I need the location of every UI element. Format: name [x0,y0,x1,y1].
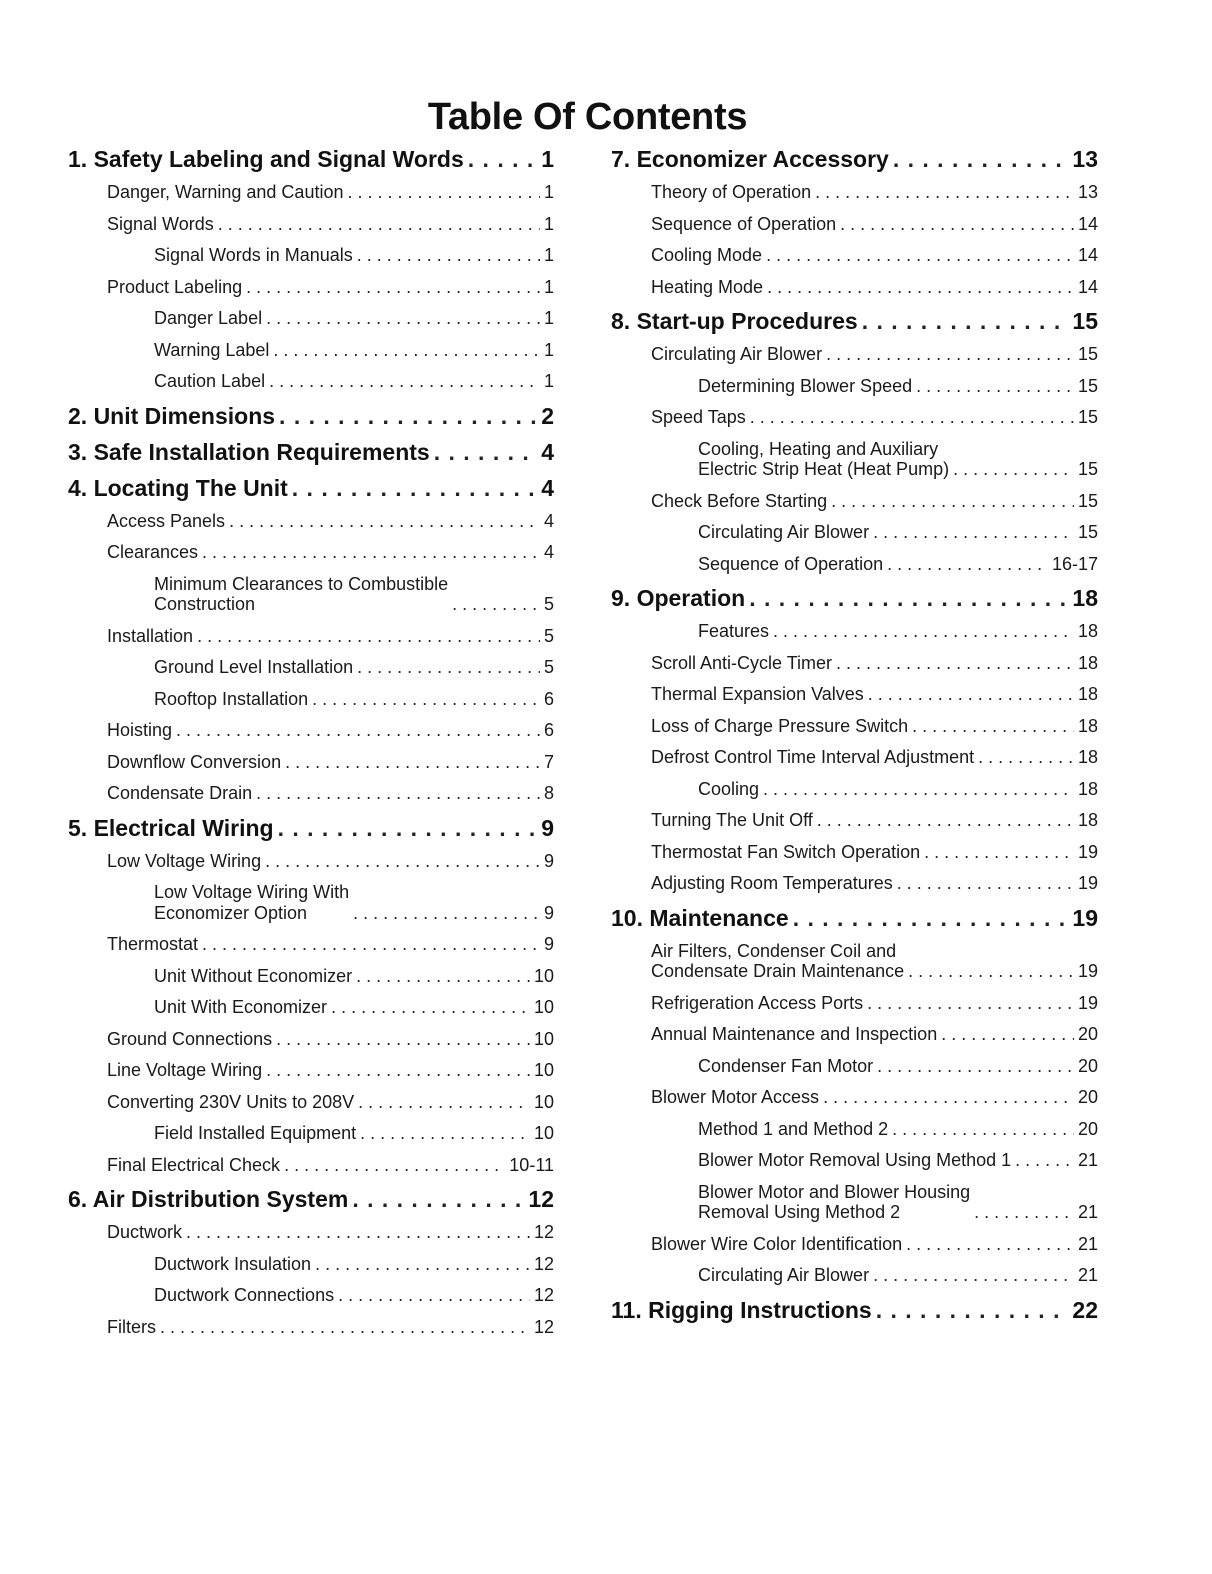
toc-page-number: 15 [1077,407,1098,427]
toc-entry-title: Installation [107,625,194,646]
toc-entry [611,1018,1098,1050]
toc-dot-leader [312,689,540,710]
toc-page-number: 20 [1077,1118,1098,1139]
toc-entry [68,620,554,652]
toc-page-number: 10-11 [509,1154,554,1175]
toc-page-number: 10 [533,1123,554,1143]
toc-entry-title: Condensate Drain [107,783,253,803]
toc-dot-leader [202,542,540,563]
toc-page-number: 12 [533,1316,554,1337]
toc-entry-title: Cooling [698,778,760,799]
toc-page-number: 18 [1077,810,1098,830]
toc-entry [68,239,554,271]
toc-dot-leader [468,145,537,173]
toc-dot-leader [817,810,1074,831]
toc-entry-title: Clearances [107,542,199,562]
toc-page-number: 18 [1077,747,1098,767]
toc-entry [611,804,1098,836]
toc-page-number: 7 [543,751,554,772]
toc-entry [68,1149,554,1181]
toc-page-number: 12 [533,1253,554,1274]
toc-page-number: 1 [543,182,554,202]
toc-entry [611,1228,1098,1260]
toc-page-number: 5 [543,625,554,646]
toc-entry [611,239,1098,271]
toc-dot-leader [292,474,537,502]
toc-page-number: 6 [543,688,554,709]
toc-page-number: 4 [541,438,554,465]
toc-page-number: 1 [543,276,554,297]
toc-entry [68,928,554,960]
toc-entry-title: Final Electrical Check [107,1154,281,1175]
toc-dot-leader [353,903,540,924]
toc-page-number: 21 [1077,1150,1098,1170]
toc-page-number: 8 [543,783,554,803]
toc-dot-leader [916,376,1074,397]
toc-page-number: 19 [1077,961,1098,981]
toc-entry-title: Turning The Unit Off [651,810,813,830]
toc-dot-leader [924,842,1074,863]
toc-page-number: 15 [1077,375,1098,396]
toc-entry-title: Warning Label [154,339,270,360]
toc-entry-title: Low Voltage Wiring With Economizer Option [154,882,350,923]
toc-entry-title: Product Labeling [107,276,243,297]
toc-entry-title: Adjusting Room Temperatures [651,873,893,893]
toc-page-number: 5 [543,657,554,677]
toc-page-number: 6 [543,720,554,740]
toc-dot-leader [876,1296,1069,1324]
toc-dot-leader [873,1265,1074,1286]
toc-entry-title: Circulating Air Blower [698,522,870,542]
toc-entry [611,485,1098,517]
toc-page-number: 12 [533,1285,554,1305]
toc-entry [611,271,1098,303]
toc-section-heading [611,140,1098,176]
toc-dot-leader [273,340,540,361]
toc-entry [611,1176,1098,1228]
toc-entry [611,867,1098,899]
toc-entry [611,1259,1098,1291]
toc-entry [68,1023,554,1055]
toc-page-number: 1 [543,245,554,265]
toc-entry-title: 3. Safe Installation Requirements [68,438,430,465]
toc-page-number: 9 [543,850,554,871]
toc-dot-leader [229,511,540,532]
toc-entry [68,1054,554,1086]
toc-page-number: 19 [1077,992,1098,1013]
toc-dot-leader [266,308,540,329]
toc-entry [611,176,1098,208]
toc-page-number: 1 [543,339,554,360]
toc-entry-title: Sequence of Operation [698,553,884,574]
toc-dot-leader [269,371,540,392]
toc-dot-leader [278,814,538,842]
toc-dot-leader [906,1234,1074,1255]
toc-page-number: 10 [533,997,554,1017]
toc-entry [611,615,1098,647]
toc-page-number: 10 [533,1060,554,1080]
toc-entry-title: Converting 230V Units to 208V [107,1091,355,1112]
toc-section-heading [68,433,554,469]
toc-dot-leader [897,873,1074,894]
toc-page-number: 10 [533,965,554,986]
toc-entry [611,678,1098,710]
toc-dot-leader [867,993,1074,1014]
toc-dot-leader [826,344,1074,365]
toc-entry [68,271,554,303]
toc-entry [611,1050,1098,1082]
toc-entry [611,935,1098,987]
toc-right-column [611,140,1098,1327]
toc-dot-leader [352,1185,524,1213]
toc-entry [68,302,554,334]
toc-section-heading [611,579,1098,615]
toc-entry [68,777,554,809]
toc-dot-leader [176,720,540,741]
toc-entry-title: Minimum Clearances to Combustible Construction [154,573,449,614]
toc-dot-leader [356,966,530,987]
toc-page-number: 22 [1072,1296,1098,1323]
toc-dot-leader [279,402,537,430]
toc-entry-title: Blower Motor Removal Using Method 1 [698,1150,1012,1170]
page-title: Table Of Contents [427,96,748,138]
toc-dot-leader [873,522,1074,543]
toc-entry-title: Ductwork Connections [154,1285,335,1305]
toc-dot-leader [347,182,540,203]
toc-dot-leader [831,491,1074,512]
toc-page-number: 13 [1077,182,1098,202]
toc-entry-title: Caution Label [154,371,266,391]
toc-entry [68,714,554,746]
toc-entry [68,683,554,715]
toc-entry-title: 2. Unit Dimensions [68,402,276,429]
toc-entry [611,1081,1098,1113]
toc-entry [68,1216,554,1248]
toc-page-number: 19 [1077,841,1098,862]
toc-entry-title: Downflow Conversion [107,751,282,772]
toc-dot-leader [840,214,1074,235]
toc-entry [68,505,554,537]
toc-page-number: 2 [541,402,554,429]
toc-entry-title: 7. Economizer Accessory [611,146,889,172]
toc-entry-title: Scroll Anti-Cycle Timer [651,652,833,673]
toc-page-number: 4 [543,542,554,562]
toc-section-heading [68,809,554,845]
toc-page-number: 9 [543,902,554,923]
toc-page-number: 19 [1077,873,1098,893]
toc-dot-leader [815,182,1074,203]
toc-entry-title: Features [698,621,770,641]
toc-dot-leader [285,752,540,773]
toc-entry-title: Line Voltage Wiring [107,1060,263,1080]
toc-entry [611,836,1098,868]
toc-dot-leader [452,594,540,615]
toc-dot-leader [246,277,540,298]
toc-entry-title: Field Installed Equipment [154,1123,357,1143]
toc-dot-leader [218,214,540,235]
toc-entry [68,845,554,877]
toc-entry [611,987,1098,1019]
toc-entry [611,516,1098,548]
toc-dot-leader [360,1123,530,1144]
toc-entry-title: Danger Label [154,308,263,328]
toc-page-number: 20 [1077,1087,1098,1107]
toc-entry-title: Ground Connections [107,1028,273,1049]
toc-page-number: 1 [543,371,554,391]
toc-entry-title: Method 1 and Method 2 [698,1118,889,1139]
toc-dot-leader [1015,1150,1074,1171]
toc-entry-title: Signal Words [107,213,214,234]
toc-page-number: 18 [1077,684,1098,704]
toc-dot-leader [284,1155,505,1176]
toc-dot-leader [434,438,537,466]
toc-entry-title: Thermostat [107,934,199,954]
toc-page-number: 18 [1077,652,1098,673]
toc-dot-leader [197,626,540,647]
toc-entry-title: Ductwork Insulation [154,1253,312,1274]
toc-entry-title: Danger, Warning and Caution [107,182,344,202]
toc-page-number: 9 [541,814,554,841]
toc-entry [611,433,1098,485]
toc-entry-title: Loss of Charge Pressure Switch [651,715,909,736]
toc-entry-title: 11. Rigging Instructions [611,1296,872,1323]
toc-entry [68,334,554,366]
toc-entry [68,960,554,992]
toc-page-number: 9 [543,934,554,954]
toc-section-heading [68,1180,554,1216]
toc-entry-title: 8. Start-up Procedures [611,308,858,334]
toc-dot-leader [256,783,540,804]
toc-page-number: 20 [1077,1024,1098,1044]
toc-page-number: 5 [543,594,554,614]
toc-entry-title: 5. Electrical Wiring [68,814,274,841]
toc-dot-leader [763,779,1074,800]
toc-entry-title: Blower Motor Access [651,1087,820,1107]
toc-entry [611,647,1098,679]
toc-entry [68,991,554,1023]
toc-section-heading [68,469,554,505]
toc-section-heading [68,397,554,433]
toc-entry [611,1144,1098,1176]
toc-entry-title: Hoisting [107,720,173,740]
toc-entry-title: Speed Taps [651,407,746,427]
toc-page-number: 13 [1072,146,1098,172]
toc-dot-leader [766,245,1074,266]
toc-dot-leader [868,684,1074,705]
toc-dot-leader [836,653,1074,674]
toc-entry-title: Circulating Air Blower [698,1265,870,1285]
toc-dot-leader [357,245,540,266]
toc-entry-title: Condenser Fan Motor [698,1055,874,1076]
toc-dot-leader [750,407,1074,428]
toc-entry [68,876,554,928]
toc-page-number: 12 [533,1222,554,1242]
toc-dot-leader [265,851,540,872]
toc-page-number: 14 [1077,276,1098,297]
toc-page-number: 15 [1077,459,1098,479]
toc-entry [68,536,554,568]
toc-section-heading [611,899,1098,935]
toc-entry-title: Refrigeration Access Ports [651,992,864,1013]
toc-dot-leader [767,277,1074,298]
toc-entry-title: 9. Operation [611,585,746,611]
toc-entry-title: Theory of Operation [651,182,812,202]
toc-entry-title: Blower Wire Color Identification [651,1233,903,1254]
toc-page-number: 21 [1077,1265,1098,1285]
toc-dot-leader [892,1119,1074,1140]
toc-dot-leader [908,961,1074,982]
toc-dot-leader [202,934,540,955]
toc-section-heading [611,1291,1098,1327]
toc-page-number: 1 [543,213,554,234]
toc-page-number: 10 [533,1091,554,1112]
toc-entry-title: Unit Without Economizer [154,965,353,986]
toc-entry-title: Cooling Mode [651,245,763,265]
toc-left-column [68,140,554,1342]
toc-entry-title: Determining Blower Speed [698,375,913,396]
toc-entry [68,1086,554,1118]
toc-entry [611,338,1098,370]
toc-page-number: 15 [1077,490,1098,511]
toc-page-number: 1 [541,146,554,172]
toc-entry-title: Cooling, Heating and Auxiliary Electric Strip Heat (Heat Pump) [698,438,950,479]
toc-section-heading [68,140,554,176]
toc-entry-title: 6. Air Distribution System [68,1186,349,1212]
toc-dot-leader [953,459,1074,480]
toc-entry-title: Check Before Starting [651,490,828,511]
toc-entry [611,710,1098,742]
toc-page-number: 1 [543,308,554,328]
toc-page-number: 15 [1077,344,1098,364]
toc-entry [68,1279,554,1311]
toc-entry [68,568,554,620]
toc-entry-title: Unit With Economizer [154,997,328,1017]
toc-entry-title: Air Filters, Condenser Coil and Condensate Drain Maintenance [651,940,905,981]
toc-entry-title: Sequence of Operation [651,213,837,234]
toc-entry-title: Access Panels [107,510,226,531]
toc-entry [68,651,554,683]
toc-entry [611,741,1098,773]
toc-entry-title: Thermal Expansion Valves [651,684,864,704]
toc-entry-title: Low Voltage Wiring [107,850,262,871]
toc-entry [611,1113,1098,1145]
toc-entry-title: Circulating Air Blower [651,344,823,364]
toc-entry [68,746,554,778]
toc-dot-leader [887,554,1048,575]
toc-entry [68,176,554,208]
toc-entry-title: Thermostat Fan Switch Operation [651,841,921,862]
toc-entry-title: Ground Level Installation [154,657,354,677]
toc-dot-leader [338,1285,530,1306]
toc-dot-leader [941,1024,1074,1045]
toc-page-number: 15 [1077,522,1098,542]
toc-dot-leader [315,1254,530,1275]
toc-entry-title: Signal Words in Manuals [154,245,353,265]
toc-entry [611,401,1098,433]
toc-dot-leader [186,1222,530,1243]
toc-dot-leader [749,584,1068,612]
toc-dot-leader [974,1202,1074,1223]
toc-entry [611,208,1098,240]
toc-entry-title: Blower Motor and Blower Housing Removal Using Method 2 [698,1181,971,1222]
toc-dot-leader [266,1060,530,1081]
toc-dot-leader [877,1056,1074,1077]
toc-dot-leader [358,1092,530,1113]
toc-entry-title: Rooftop Installation [154,688,309,709]
toc-entry-title: 1. Safety Labeling and Signal Words [68,146,464,172]
toc-page-number: 4 [543,510,554,531]
toc-dot-leader [276,1029,530,1050]
toc-dot-leader [912,716,1074,737]
toc-dot-leader [331,997,530,1018]
toc-page-number: 14 [1077,245,1098,265]
toc-entry-title: Filters [107,1316,156,1337]
toc-dot-leader [357,657,540,678]
toc-dot-leader [823,1087,1074,1108]
toc-entry [68,1311,554,1343]
toc-entry-title: Ductwork [107,1222,183,1242]
toc-page-number: 18 [1077,778,1098,799]
toc-page-number: 18 [1077,715,1098,736]
toc-page-number: 16-17 [1051,553,1098,574]
toc-page-number: 19 [1072,904,1098,931]
toc-page-number: 4 [541,474,554,501]
toc-page-number: 14 [1077,213,1098,234]
toc-entry-title: Heating Mode [651,276,764,297]
toc-page-number: 18 [1077,621,1098,641]
toc-entry-title: Defrost Control Time Interval Adjustment [651,747,975,767]
toc-dot-leader [160,1317,530,1338]
toc-entry-title: 4. Locating The Unit [68,474,288,501]
toc-entry-title: Annual Maintenance and Inspection [651,1024,938,1044]
toc-entry [611,548,1098,580]
toc-entry [68,1117,554,1149]
toc-page-number: 15 [1072,308,1098,334]
toc-dot-leader [793,904,1069,932]
toc-dot-leader [893,145,1069,173]
toc-entry [68,1248,554,1280]
toc-page-number: 21 [1077,1233,1098,1254]
toc-dot-leader [862,307,1069,335]
toc-entry-title: 10. Maintenance [611,904,789,931]
toc-dot-leader [773,621,1074,642]
toc-page-number: 18 [1072,585,1098,611]
toc-page-number: 21 [1077,1202,1098,1222]
toc-page-number: 20 [1077,1055,1098,1076]
toc-entry [68,208,554,240]
toc-dot-leader [978,747,1074,768]
toc-section-heading [611,302,1098,338]
toc-entry [611,773,1098,805]
toc-page-number: 10 [533,1028,554,1049]
toc-page-number: 12 [528,1186,554,1212]
toc-entry [68,365,554,397]
toc-entry [611,370,1098,402]
